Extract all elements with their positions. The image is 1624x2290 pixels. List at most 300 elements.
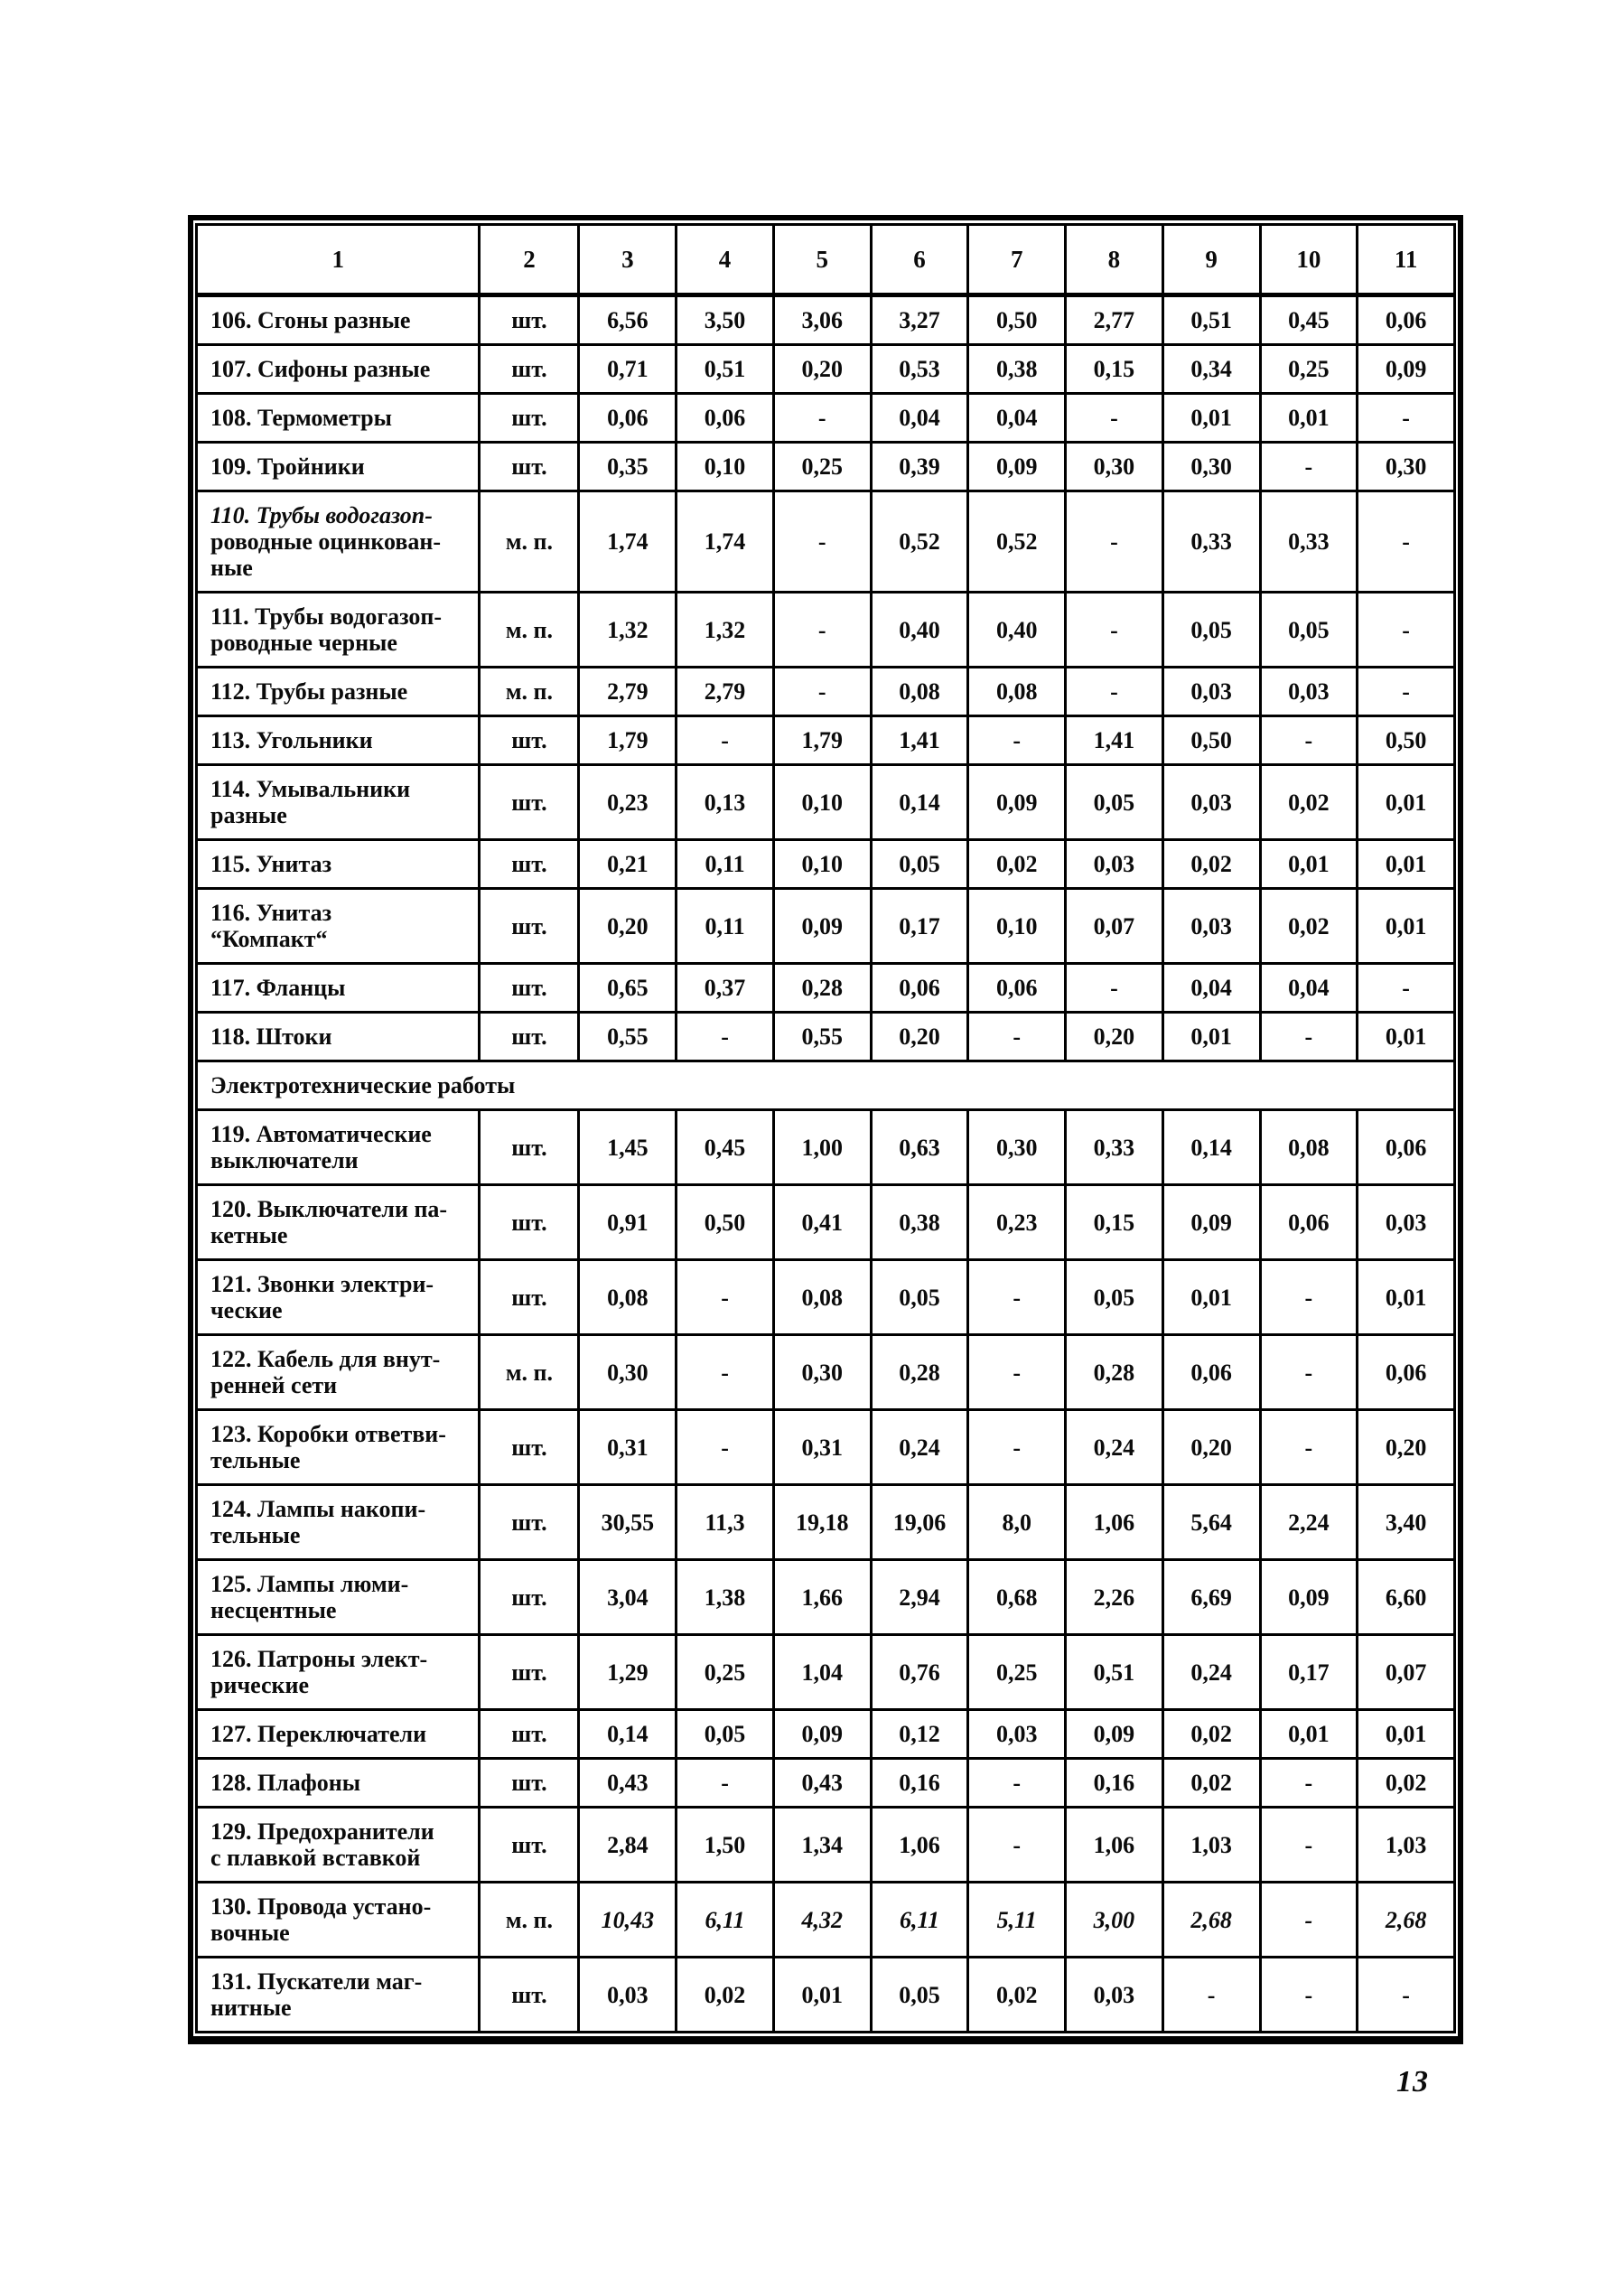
unit-cell: шт. <box>480 1013 579 1061</box>
item-name-cell: 122. Кабель для внут- ренней сети <box>197 1335 480 1410</box>
value-cell: 0,51 <box>1162 295 1260 345</box>
value-cell: 0,30 <box>579 1335 677 1410</box>
value-cell: 0,39 <box>871 443 968 491</box>
value-cell: 0,38 <box>968 345 1066 394</box>
value-cell: 0,68 <box>968 1560 1066 1635</box>
table-row <box>197 1410 1455 1485</box>
unit-cell: шт. <box>480 1110 579 1185</box>
value-cell: 0,76 <box>871 1635 968 1710</box>
unit-cell: м. п. <box>480 593 579 668</box>
value-cell: 2,84 <box>579 1808 677 1883</box>
value-cell: 0,03 <box>1066 840 1163 889</box>
value-cell: 0,01 <box>773 1958 871 2033</box>
value-cell: 0,01 <box>1162 394 1260 443</box>
value-cell: 0,43 <box>579 1759 677 1808</box>
value-cell: 0,45 <box>677 1110 774 1185</box>
value-cell: 2,26 <box>1066 1560 1163 1635</box>
unit-cell: шт. <box>480 1635 579 1710</box>
value-cell: 3,40 <box>1358 1485 1455 1560</box>
table-row <box>197 491 1455 593</box>
unit-cell: м. п. <box>480 491 579 593</box>
value-cell: 0,31 <box>773 1410 871 1485</box>
value-cell: 0,33 <box>1066 1110 1163 1185</box>
value-cell: 0,28 <box>871 1335 968 1410</box>
value-cell: - <box>1066 593 1163 668</box>
value-cell: 0,03 <box>1358 1185 1455 1260</box>
value-cell: - <box>677 1759 774 1808</box>
value-cell: 0,23 <box>579 765 677 840</box>
value-cell: 30,55 <box>579 1485 677 1560</box>
value-cell: 6,60 <box>1358 1560 1455 1635</box>
unit-cell: шт. <box>480 295 579 345</box>
item-name-cell: 121. Звонки электри- ческие <box>197 1260 480 1335</box>
value-cell: 0,20 <box>773 345 871 394</box>
table-row <box>197 1013 1455 1061</box>
value-cell: 0,15 <box>1066 1185 1163 1260</box>
value-cell: 0,03 <box>1162 668 1260 716</box>
value-cell: 0,05 <box>871 1958 968 2033</box>
value-cell: 0,52 <box>968 491 1066 593</box>
unit-cell: шт. <box>480 964 579 1013</box>
table-row <box>197 1883 1455 1958</box>
item-name-cell: 115. Унитаз <box>197 840 480 889</box>
value-cell: - <box>1066 394 1163 443</box>
value-cell: 0,07 <box>1066 889 1163 964</box>
page-number: 13 <box>1396 2065 1429 2098</box>
value-cell: - <box>968 1335 1066 1410</box>
value-cell: 5,11 <box>968 1883 1066 1958</box>
value-cell: 0,17 <box>871 889 968 964</box>
unit-cell: шт. <box>480 765 579 840</box>
value-cell: 0,09 <box>968 443 1066 491</box>
value-cell: 0,05 <box>1066 1260 1163 1335</box>
value-cell: 0,63 <box>871 1110 968 1185</box>
table-row <box>197 1759 1455 1808</box>
item-name-cell: 128. Плафоны <box>197 1759 480 1808</box>
value-cell: - <box>677 1335 774 1410</box>
value-cell: 3,50 <box>677 295 774 345</box>
value-cell: 0,09 <box>968 765 1066 840</box>
unit-cell: шт. <box>480 1260 579 1335</box>
table-header <box>197 225 1455 295</box>
value-cell: 0,09 <box>773 889 871 964</box>
column-number-row <box>197 225 1455 295</box>
value-cell: 0,05 <box>1066 765 1163 840</box>
value-cell: - <box>1260 1335 1358 1410</box>
unit-cell: шт. <box>480 1958 579 2033</box>
value-cell: 0,03 <box>579 1958 677 2033</box>
value-cell: - <box>1358 964 1455 1013</box>
value-cell: - <box>677 716 774 765</box>
value-cell: 0,24 <box>1066 1410 1163 1485</box>
value-cell: 0,03 <box>1162 889 1260 964</box>
value-cell: 0,02 <box>1260 765 1358 840</box>
item-name-cell: 116. Унитаз “Компакт“ <box>197 889 480 964</box>
value-cell: 1,06 <box>871 1808 968 1883</box>
value-cell: 3,00 <box>1066 1883 1163 1958</box>
value-cell: 10,43 <box>579 1883 677 1958</box>
materials-consumption-table-frame <box>188 215 1463 2044</box>
unit-cell: шт. <box>480 1710 579 1759</box>
table-row <box>197 1808 1455 1883</box>
value-cell: 0,21 <box>579 840 677 889</box>
unit-cell: шт. <box>480 1808 579 1883</box>
value-cell: - <box>1260 1260 1358 1335</box>
table-row <box>197 1485 1455 1560</box>
table-row <box>197 1710 1455 1759</box>
value-cell: 0,02 <box>1358 1759 1455 1808</box>
value-cell: 0,30 <box>1162 443 1260 491</box>
value-cell: 2,79 <box>579 668 677 716</box>
value-cell: 1,41 <box>871 716 968 765</box>
value-cell: 1,45 <box>579 1110 677 1185</box>
value-cell: - <box>1066 668 1163 716</box>
value-cell: 0,04 <box>871 394 968 443</box>
value-cell: 0,07 <box>1358 1635 1455 1710</box>
item-name-cell: 130. Провода устано- вочные <box>197 1883 480 1958</box>
value-cell: - <box>968 1759 1066 1808</box>
value-cell: 0,45 <box>1260 295 1358 345</box>
value-cell: 0,38 <box>871 1185 968 1260</box>
value-cell: - <box>1260 1958 1358 2033</box>
value-cell: 0,06 <box>1358 295 1455 345</box>
value-cell: 0,20 <box>1066 1013 1163 1061</box>
value-cell: 0,06 <box>871 964 968 1013</box>
item-name-cell: 126. Патроны элект- рические <box>197 1635 480 1710</box>
value-cell: 0,10 <box>677 443 774 491</box>
table-row <box>197 765 1455 840</box>
column-number-cell: 9 <box>1162 225 1260 295</box>
value-cell: 0,06 <box>1260 1185 1358 1260</box>
table-row <box>197 1110 1455 1185</box>
value-cell: 2,24 <box>1260 1485 1358 1560</box>
table-row <box>197 1335 1455 1410</box>
value-cell: - <box>1260 1883 1358 1958</box>
value-cell: 0,30 <box>1358 443 1455 491</box>
item-name-cell: 110. Трубы водогазоп- роводные оцинкован- ные <box>197 491 480 593</box>
table-row <box>197 443 1455 491</box>
value-cell: - <box>1358 593 1455 668</box>
value-cell: 2,79 <box>677 668 774 716</box>
value-cell: 6,69 <box>1162 1560 1260 1635</box>
value-cell: 1,74 <box>579 491 677 593</box>
table-row <box>197 593 1455 668</box>
value-cell: 0,09 <box>1066 1710 1163 1759</box>
value-cell: 0,08 <box>968 668 1066 716</box>
column-number-cell: 3 <box>579 225 677 295</box>
value-cell: 0,01 <box>1358 1013 1455 1061</box>
value-cell: 1,32 <box>677 593 774 668</box>
value-cell: 0,30 <box>968 1110 1066 1185</box>
value-cell: - <box>1066 964 1163 1013</box>
value-cell: 0,05 <box>871 840 968 889</box>
value-cell: 6,11 <box>677 1883 774 1958</box>
unit-cell: шт. <box>480 1185 579 1260</box>
value-cell: - <box>1260 716 1358 765</box>
value-cell: 8,0 <box>968 1485 1066 1560</box>
value-cell: 0,15 <box>1066 345 1163 394</box>
value-cell: - <box>1260 1013 1358 1061</box>
value-cell: 1,79 <box>579 716 677 765</box>
item-name-cell: 109. Тройники <box>197 443 480 491</box>
value-cell: - <box>1260 1808 1358 1883</box>
value-cell: 0,08 <box>579 1260 677 1335</box>
value-cell: - <box>773 491 871 593</box>
table-row <box>197 1635 1455 1710</box>
unit-cell: м. п. <box>480 1883 579 1958</box>
value-cell: 0,14 <box>1162 1110 1260 1185</box>
value-cell: 0,01 <box>1162 1260 1260 1335</box>
item-name-cell: 113. Угольники <box>197 716 480 765</box>
column-number-cell: 1 <box>197 225 480 295</box>
value-cell: 19,06 <box>871 1485 968 1560</box>
value-cell: 0,04 <box>1162 964 1260 1013</box>
materials-consumption-table <box>195 223 1456 2033</box>
value-cell: 0,20 <box>1162 1410 1260 1485</box>
value-cell: 0,05 <box>1260 593 1358 668</box>
value-cell: 0,16 <box>1066 1759 1163 1808</box>
value-cell: 0,31 <box>579 1410 677 1485</box>
value-cell: 6,11 <box>871 1883 968 1958</box>
column-number-cell: 8 <box>1066 225 1163 295</box>
table-row <box>197 668 1455 716</box>
value-cell: 0,52 <box>871 491 968 593</box>
value-cell: 0,14 <box>871 765 968 840</box>
column-number-cell: 6 <box>871 225 968 295</box>
column-number-cell: 10 <box>1260 225 1358 295</box>
value-cell: 0,55 <box>773 1013 871 1061</box>
item-name-cell: 108. Термометры <box>197 394 480 443</box>
table-row <box>197 889 1455 964</box>
table-row <box>197 1560 1455 1635</box>
item-name-cell: 129. Предохранители с плавкой вставкой <box>197 1808 480 1883</box>
value-cell: 2,68 <box>1162 1883 1260 1958</box>
value-cell: 11,3 <box>677 1485 774 1560</box>
value-cell: 1,06 <box>1066 1485 1163 1560</box>
value-cell: 2,94 <box>871 1560 968 1635</box>
table-row <box>197 295 1455 345</box>
value-cell: - <box>968 1260 1066 1335</box>
value-cell: 0,23 <box>968 1185 1066 1260</box>
value-cell: - <box>1358 1958 1455 2033</box>
value-cell: 0,20 <box>579 889 677 964</box>
value-cell: 0,01 <box>1358 1710 1455 1759</box>
value-cell: 0,25 <box>677 1635 774 1710</box>
value-cell: 0,02 <box>677 1958 774 2033</box>
value-cell: 0,65 <box>579 964 677 1013</box>
item-name-cell: 117. Фланцы <box>197 964 480 1013</box>
value-cell: 0,28 <box>773 964 871 1013</box>
value-cell: - <box>1358 394 1455 443</box>
value-cell: 0,03 <box>1066 1958 1163 2033</box>
value-cell: 1,79 <box>773 716 871 765</box>
table-body <box>197 295 1455 2033</box>
value-cell: 0,10 <box>773 765 871 840</box>
value-cell: 0,51 <box>677 345 774 394</box>
value-cell: 2,68 <box>1358 1883 1455 1958</box>
value-cell: - <box>677 1013 774 1061</box>
value-cell: 0,03 <box>968 1710 1066 1759</box>
value-cell: 0,53 <box>871 345 968 394</box>
column-number-cell: 7 <box>968 225 1066 295</box>
value-cell: 0,50 <box>677 1185 774 1260</box>
column-number-cell: 11 <box>1358 225 1455 295</box>
value-cell: - <box>1358 491 1455 593</box>
value-cell: 1,04 <box>773 1635 871 1710</box>
value-cell: 0,06 <box>1358 1335 1455 1410</box>
value-cell: 3,27 <box>871 295 968 345</box>
value-cell: 1,50 <box>677 1808 774 1883</box>
value-cell: 0,09 <box>1260 1560 1358 1635</box>
value-cell: 0,12 <box>871 1710 968 1759</box>
value-cell: 0,33 <box>1162 491 1260 593</box>
value-cell: 0,10 <box>773 840 871 889</box>
value-cell: - <box>1066 491 1163 593</box>
value-cell: - <box>1358 668 1455 716</box>
unit-cell: шт. <box>480 1560 579 1635</box>
unit-cell: шт. <box>480 443 579 491</box>
value-cell: 0,37 <box>677 964 774 1013</box>
value-cell: 0,33 <box>1260 491 1358 593</box>
unit-cell: м. п. <box>480 1335 579 1410</box>
value-cell: 0,09 <box>1162 1185 1260 1260</box>
item-name-cell: 107. Сифоны разные <box>197 345 480 394</box>
item-name-cell: 123. Коробки ответви- тельные <box>197 1410 480 1485</box>
table-row <box>197 840 1455 889</box>
unit-cell: шт. <box>480 1759 579 1808</box>
value-cell: 0,11 <box>677 840 774 889</box>
value-cell: 0,24 <box>871 1410 968 1485</box>
value-cell: 0,02 <box>1162 840 1260 889</box>
value-cell: 0,40 <box>871 593 968 668</box>
value-cell: 5,64 <box>1162 1485 1260 1560</box>
value-cell: 0,01 <box>1260 1710 1358 1759</box>
value-cell: 1,29 <box>579 1635 677 1710</box>
value-cell: 0,06 <box>1358 1110 1455 1185</box>
value-cell: 0,24 <box>1162 1635 1260 1710</box>
value-cell: 0,35 <box>579 443 677 491</box>
value-cell: 0,16 <box>871 1759 968 1808</box>
value-cell: 0,02 <box>968 840 1066 889</box>
value-cell: 1,03 <box>1162 1808 1260 1883</box>
value-cell: 0,08 <box>871 668 968 716</box>
value-cell: 3,06 <box>773 295 871 345</box>
value-cell: 0,06 <box>579 394 677 443</box>
unit-cell: шт. <box>480 345 579 394</box>
value-cell: 0,01 <box>1260 840 1358 889</box>
section-header-row <box>197 1061 1455 1110</box>
value-cell: 0,28 <box>1066 1335 1163 1410</box>
value-cell: 0,50 <box>1358 716 1455 765</box>
item-name-cell: 114. Умывальники разные <box>197 765 480 840</box>
value-cell: - <box>1162 1958 1260 2033</box>
value-cell: - <box>968 716 1066 765</box>
item-name-cell: 111. Трубы водогазоп- роводные черные <box>197 593 480 668</box>
value-cell: 0,04 <box>968 394 1066 443</box>
value-cell: 0,34 <box>1162 345 1260 394</box>
table-row <box>197 394 1455 443</box>
value-cell: 0,04 <box>1260 964 1358 1013</box>
item-name-cell: 120. Выключатели па- кетные <box>197 1185 480 1260</box>
value-cell: 0,25 <box>773 443 871 491</box>
value-cell: 0,01 <box>1260 394 1358 443</box>
value-cell: 0,10 <box>968 889 1066 964</box>
value-cell: 0,20 <box>1358 1410 1455 1485</box>
value-cell: - <box>1260 1759 1358 1808</box>
column-number-cell: 4 <box>677 225 774 295</box>
unit-cell: шт. <box>480 394 579 443</box>
value-cell: 0,50 <box>1162 716 1260 765</box>
item-name-cell: 119. Автоматические выключатели <box>197 1110 480 1185</box>
value-cell: 0,06 <box>677 394 774 443</box>
value-cell: 0,55 <box>579 1013 677 1061</box>
value-cell: 1,00 <box>773 1110 871 1185</box>
value-cell: 19,18 <box>773 1485 871 1560</box>
value-cell: 0,08 <box>1260 1110 1358 1185</box>
unit-cell: шт. <box>480 716 579 765</box>
column-number-cell: 5 <box>773 225 871 295</box>
value-cell: 1,32 <box>579 593 677 668</box>
value-cell: 0,06 <box>968 964 1066 1013</box>
value-cell: 0,09 <box>1358 345 1455 394</box>
value-cell: 6,56 <box>579 295 677 345</box>
value-cell: 1,41 <box>1066 716 1163 765</box>
value-cell: 0,14 <box>579 1710 677 1759</box>
value-cell: 0,71 <box>579 345 677 394</box>
value-cell: 4,32 <box>773 1883 871 1958</box>
value-cell: 1,74 <box>677 491 774 593</box>
value-cell: 0,01 <box>1358 840 1455 889</box>
value-cell: - <box>773 394 871 443</box>
unit-cell: шт. <box>480 889 579 964</box>
value-cell: 0,13 <box>677 765 774 840</box>
item-name-cell: 106. Сгоны разные <box>197 295 480 345</box>
value-cell: 0,20 <box>871 1013 968 1061</box>
value-cell: 0,05 <box>1162 593 1260 668</box>
value-cell: 0,91 <box>579 1185 677 1260</box>
value-cell: 0,02 <box>968 1958 1066 2033</box>
item-name-cell: 112. Трубы разные <box>197 668 480 716</box>
value-cell: 0,11 <box>677 889 774 964</box>
value-cell: 0,02 <box>1260 889 1358 964</box>
value-cell: 0,25 <box>968 1635 1066 1710</box>
value-cell: 1,06 <box>1066 1808 1163 1883</box>
item-name-cell: 124. Лампы накопи- тельные <box>197 1485 480 1560</box>
value-cell: 0,41 <box>773 1185 871 1260</box>
value-cell: 2,77 <box>1066 295 1163 345</box>
item-name-cell: 118. Штоки <box>197 1013 480 1061</box>
value-cell: 1,38 <box>677 1560 774 1635</box>
value-cell: 1,66 <box>773 1560 871 1635</box>
value-cell: - <box>677 1260 774 1335</box>
column-number-cell: 2 <box>480 225 579 295</box>
unit-cell: м. п. <box>480 668 579 716</box>
value-cell: 0,40 <box>968 593 1066 668</box>
value-cell: 0,01 <box>1358 1260 1455 1335</box>
table-row <box>197 1958 1455 2033</box>
unit-cell: шт. <box>480 840 579 889</box>
value-cell: 0,08 <box>773 1260 871 1335</box>
value-cell: 0,17 <box>1260 1635 1358 1710</box>
value-cell: - <box>1260 1410 1358 1485</box>
value-cell: - <box>677 1410 774 1485</box>
value-cell: 0,25 <box>1260 345 1358 394</box>
value-cell: 0,02 <box>1162 1710 1260 1759</box>
value-cell: 0,03 <box>1162 765 1260 840</box>
value-cell: 0,43 <box>773 1759 871 1808</box>
value-cell: 0,50 <box>968 295 1066 345</box>
value-cell: - <box>1260 443 1358 491</box>
